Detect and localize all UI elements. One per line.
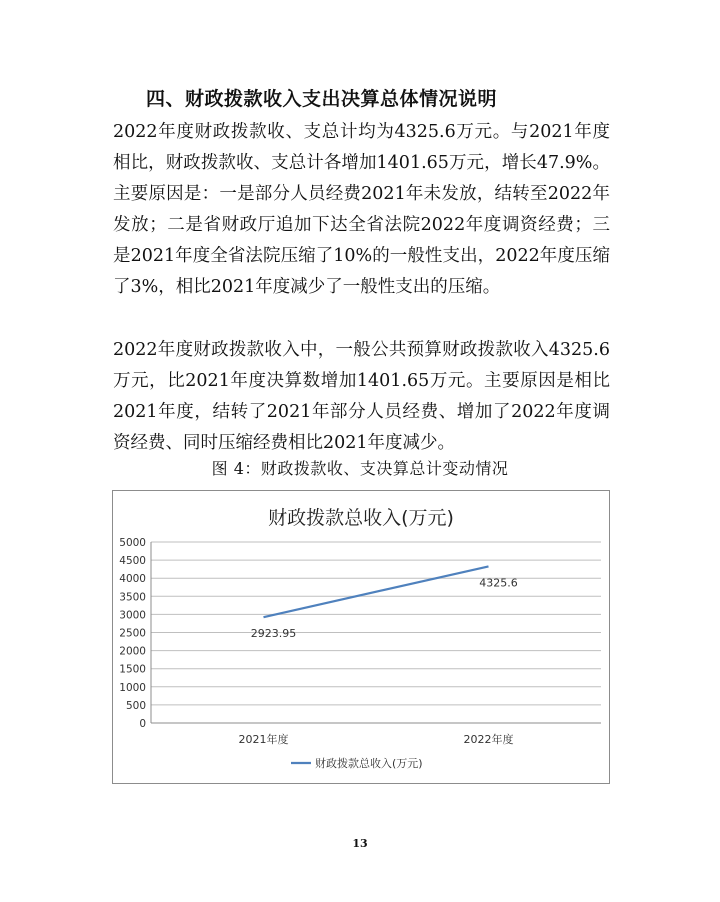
x-tick-label: 2021年度 [238, 733, 289, 746]
y-tick-label: 4000 [119, 573, 146, 586]
y-tick-label: 1000 [119, 681, 146, 694]
y-tick-label: 2000 [119, 645, 146, 658]
y-tick-label: 4500 [119, 555, 146, 568]
legend-label: 财政拨款总收入(万元) [315, 757, 423, 770]
paragraph-2: 2022年度财政拨款收入中，一般公共预算财政拨款收入4325.6万元，比2021年度决算数增加1401.65万元。主要原因是相比2021年度，结转了2021年部分人员经费、增加了2022年度调资经费、同时压缩经费相比2021年度减少。 [113, 340, 610, 453]
x-tick-label: 2022年度 [463, 733, 514, 746]
data-label: 2923.95 [250, 627, 297, 641]
chart-title: 财政拨款总收入(万元) [268, 507, 454, 529]
section-heading: 四、财政拨款收入支出决算总体情况说明 [146, 88, 498, 110]
y-tick-label: 500 [125, 699, 146, 712]
line-chart [113, 491, 609, 783]
y-tick-label: 3000 [119, 609, 146, 622]
y-tick-label: 5000 [119, 537, 146, 549]
chart-frame [112, 490, 610, 784]
data-label: 4325.6 [479, 576, 518, 590]
figure-caption: 图 4：财政拨款收、支决算总计变动情况 [211, 459, 509, 478]
series-line [264, 566, 489, 617]
y-tick-label: 0 [139, 718, 146, 730]
y-tick-label: 3500 [119, 591, 146, 604]
y-tick-label: 2500 [119, 627, 146, 640]
page-number: 13 [352, 837, 368, 850]
paragraph-1: 2022年度财政拨款收、支总计均为4325.6万元。与2021年度相比，财政拨款收、支总计各增加1401.65万元，增长47.9%。主要原因是：一是部分人员经费2021年未发放，结转至2022年发放；二是省财政厅追加下达全省法院2022年度调资经费；三是2021年度全省法院压缩了10%的一般性支出，2022年度压缩了3%，相比2021年度减少了一般性支出的压缩。 [113, 122, 610, 297]
y-tick-label: 1500 [119, 663, 146, 676]
